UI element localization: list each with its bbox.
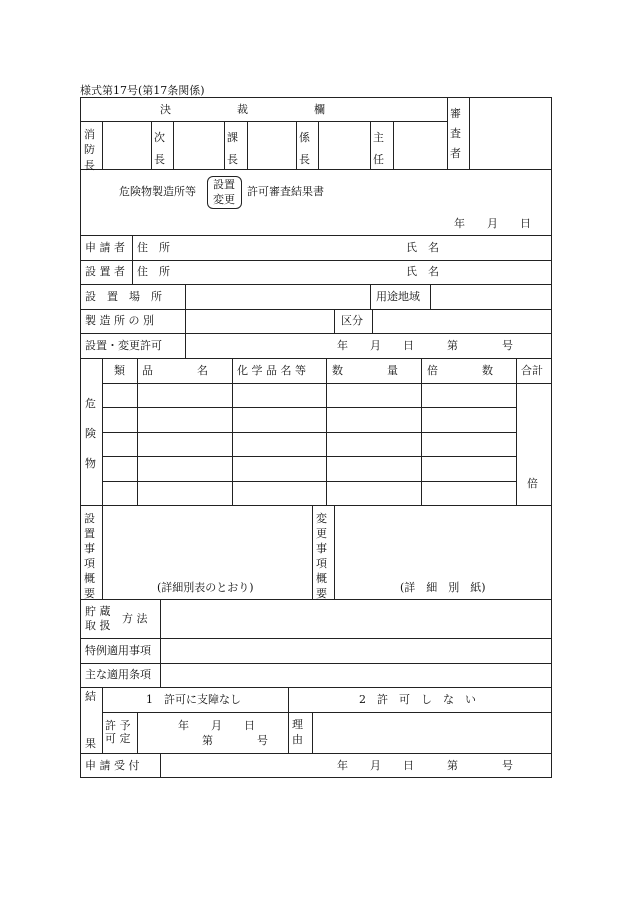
rule	[102, 456, 516, 457]
rule	[80, 687, 552, 688]
rule	[232, 358, 233, 505]
approval-title: 決 裁 欄	[160, 103, 325, 116]
rule	[80, 753, 552, 754]
storage-label-top: 貯 蔵	[85, 605, 111, 618]
option-setup[interactable]: 設置	[213, 178, 235, 191]
rule	[102, 358, 103, 505]
permit-label: 設置・変更許可	[85, 339, 162, 352]
sub-chief-label: 係長	[299, 131, 310, 166]
rule	[469, 97, 470, 169]
rule	[80, 358, 552, 359]
result-label-top: 結	[85, 690, 96, 703]
deputy-label: 次長	[154, 131, 165, 166]
rule	[102, 712, 552, 713]
rule	[80, 505, 552, 506]
rule	[318, 121, 319, 169]
rule	[185, 284, 186, 358]
review-result-form	[80, 97, 552, 778]
option-change[interactable]: 変更	[213, 193, 235, 206]
rule	[370, 284, 371, 309]
applicant-label: 申 請 者	[85, 241, 125, 254]
rule	[102, 383, 552, 384]
rule	[516, 358, 517, 505]
rule	[102, 432, 516, 433]
hazmat-side-3: 物	[85, 457, 96, 470]
applicant-address-label: 住 所	[137, 241, 170, 254]
rule	[447, 97, 448, 169]
border-left	[80, 97, 81, 778]
rule	[80, 260, 552, 261]
category-label: 区分	[341, 314, 363, 327]
storage-method-label: 方 法	[122, 612, 148, 625]
rule	[102, 407, 516, 408]
result-label-bottom: 果	[85, 737, 96, 750]
rule	[102, 121, 103, 169]
reason-label: 理由	[292, 718, 303, 746]
main-rules-label: 主な適用条項	[85, 668, 151, 681]
fire-chief-label: 消防長	[84, 128, 95, 172]
rule	[224, 121, 225, 169]
header-total: 合計	[521, 364, 543, 377]
result-ng-option[interactable]: 2 許 可 し な い	[359, 693, 476, 706]
scheduled-label-bottom: 可 定	[105, 732, 131, 745]
rule	[247, 121, 248, 169]
section-chief-label: 課長	[227, 131, 238, 166]
header-quantity: 数 量	[332, 364, 398, 377]
total-unit: 倍	[527, 477, 538, 490]
scheduled-date: 年 月 日	[178, 719, 255, 732]
officer-label: 主任	[373, 131, 384, 166]
location-label: 設 置 場 所	[85, 290, 162, 303]
result-ok-option[interactable]: 1 許可に支障なし	[146, 693, 241, 706]
rule	[80, 284, 552, 285]
header-chemical: 化 学 品 名 等	[237, 364, 306, 377]
rule	[430, 284, 431, 309]
header-class: 類	[114, 364, 125, 377]
rule	[370, 121, 371, 169]
header-product: 品 名	[142, 364, 208, 377]
doc-date: 年 月 日	[454, 217, 531, 230]
rule	[137, 712, 138, 753]
rule	[326, 358, 327, 505]
rule	[137, 358, 138, 505]
rule	[102, 687, 103, 753]
header-multiple: 倍 数	[427, 364, 493, 377]
applicant-name-label: 氏 名	[406, 241, 439, 254]
installer-address-label: 住 所	[137, 265, 170, 278]
rule	[334, 309, 335, 333]
rule	[296, 121, 297, 169]
rule	[80, 309, 552, 310]
reviewer-label: 審査者	[450, 107, 461, 160]
rule	[102, 505, 103, 599]
rule	[312, 505, 313, 599]
rule	[151, 121, 152, 169]
rule	[372, 309, 373, 333]
change-summary-note: (詳 細 別 紙)	[400, 581, 486, 594]
special-rules-label: 特例適用事項	[85, 644, 151, 657]
border-bottom	[80, 777, 552, 778]
scheduled-label-top: 許 予	[105, 719, 131, 732]
form-caption: 様式第17号(第17条関係)	[80, 84, 205, 97]
receipt-value: 年 月 日 第 号	[337, 759, 513, 772]
installer-label: 設 置 者	[85, 265, 125, 278]
facility-type-label: 製 造 所 の 別	[85, 314, 154, 327]
rule	[393, 121, 394, 169]
rule	[160, 753, 161, 777]
rule	[312, 712, 313, 753]
rule	[132, 235, 133, 284]
setup-summary-note: (詳細別表のとおり)	[157, 581, 254, 594]
rule	[80, 333, 552, 334]
rule	[334, 505, 335, 599]
rule	[288, 687, 289, 753]
rule	[80, 663, 552, 664]
change-summary-label: 変更事項概要	[316, 512, 327, 600]
zone-label: 用途地域	[376, 290, 420, 303]
doc-title-prefix: 危険物製造所等	[119, 185, 196, 198]
rule	[102, 481, 516, 482]
doc-title-suffix: 許可審査結果書	[247, 185, 324, 198]
permit-value: 年 月 日 第 号	[337, 339, 513, 352]
receipt-label: 申 請 受 付	[85, 759, 140, 772]
installer-name-label: 氏 名	[406, 265, 439, 278]
setup-summary-label: 設置事項概要	[84, 512, 95, 600]
rule	[80, 121, 447, 122]
rule	[80, 169, 552, 170]
storage-label-bottom: 取 扱	[85, 619, 111, 632]
border-top	[80, 97, 552, 98]
border-right	[551, 97, 552, 778]
rule	[173, 121, 174, 169]
hazmat-side-1: 危	[85, 397, 96, 410]
scheduled-number: 第 号	[202, 734, 268, 747]
rule	[80, 638, 552, 639]
rule	[421, 358, 422, 505]
hazmat-side-2: 険	[85, 427, 96, 440]
rule	[160, 599, 161, 687]
rule	[80, 235, 552, 236]
